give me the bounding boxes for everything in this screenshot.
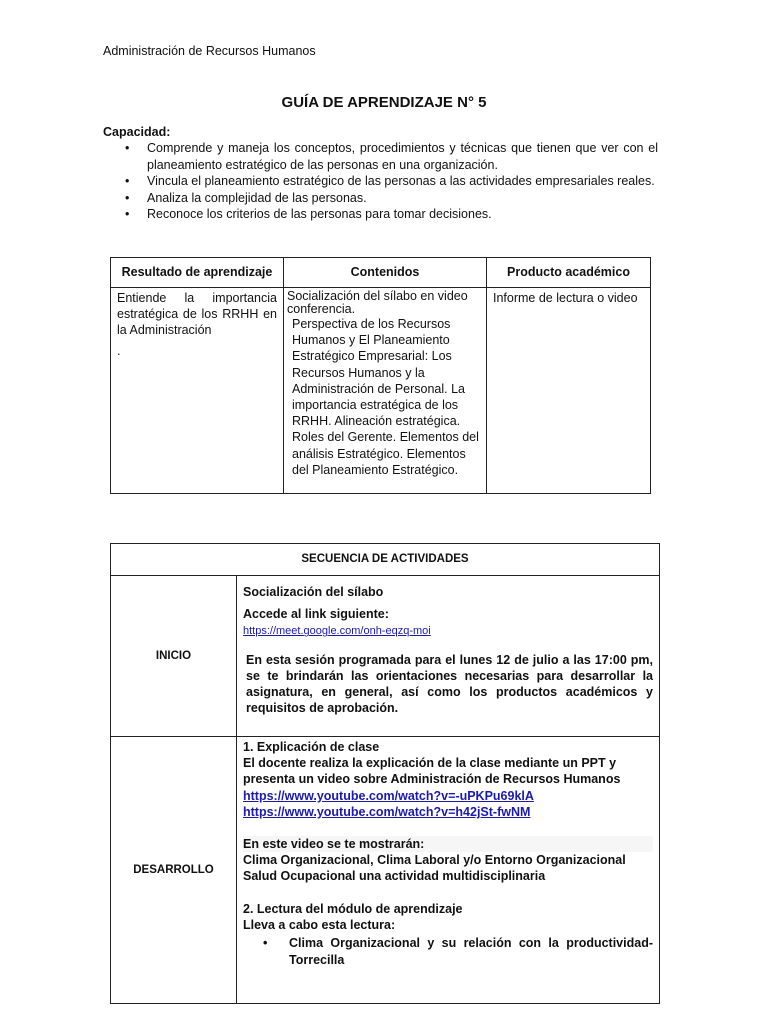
table-header: Producto académico: [487, 258, 651, 288]
producto-cell: Informe de lectura o video: [487, 288, 651, 494]
table-header: SECUENCIA DE ACTIVIDADES: [111, 544, 660, 576]
table-header: Resultado de aprendizaje: [111, 258, 284, 288]
page-title: GUÍA DE APRENDIZAJE N° 5: [281, 94, 487, 111]
inicio-title: Socialización del sílabo: [243, 585, 384, 599]
resultado-dot: .: [117, 343, 121, 358]
section-2-title: 2. Lectura del módulo de aprendizaje: [243, 901, 463, 916]
learning-table: [110, 257, 651, 494]
inicio-cell: [237, 576, 660, 737]
video-item: Salud Ocupacional una actividad multidisciplinaria: [243, 869, 546, 884]
inicio-text: En esta sesión programada para el lunes 12 de julio a las 17:00 pm, se te brindarán las orientaciones necesarias para desarrollar la asignatura, en general, así como los productos académicos y requisitos de aprobación.: [246, 652, 653, 716]
video-label: En este video se te mostrarán:: [243, 836, 653, 852]
contenidos-cell: [284, 288, 487, 494]
video-item: Clima Organizacional, Clima Laboral y/o Entorno Organizacional: [243, 853, 626, 868]
desarrollo-label: DESARROLLO: [111, 737, 237, 1004]
list-item: • Analiza la complejidad de las personas.: [125, 190, 658, 207]
section-1-text: El docente realiza la explicación de la clase mediante un PPT y presenta un video sobre Administración de Recursos Humanos: [243, 756, 621, 787]
capacidad-label: Capacidad:: [103, 125, 171, 139]
youtube-link-2[interactable]: https://www.youtube.com/watch?v=h42jSt-fwNM: [243, 804, 531, 819]
desarrollo-cell: [237, 737, 660, 1004]
activities-table: [110, 543, 660, 1004]
table-header: Contenidos: [284, 258, 487, 288]
meet-link[interactable]: https://meet.google.com/onh-eqzq-moi: [243, 625, 431, 638]
resultado-text: Entiende la importancia estratégica de los RRHH en la Administración: [117, 291, 277, 338]
inicio-label: INICIO: [111, 576, 237, 737]
list-item: • Vincula el planeamiento estratégico de las personas a las actividades empresariales reales.: [125, 173, 658, 190]
reading-item: • Clima Organizacional y su relación con la productividad-Torrecilla: [263, 935, 653, 968]
capacidad-list: [125, 140, 658, 223]
youtube-link-1[interactable]: https://www.youtube.com/watch?v=-uPKPu69klA: [243, 788, 534, 803]
contenidos-text-1: Socialización del sílabo en video conferencia.: [287, 289, 468, 316]
section-1-title: 1. Explicación de clase: [243, 740, 380, 754]
document-header: Administración de Recursos Humanos: [103, 44, 316, 58]
inicio-link-label: Accede al link siguiente:: [243, 607, 389, 622]
list-item: • Reconoce los criterios de las personas para tomar decisiones.: [125, 206, 658, 223]
resultado-cell: [111, 288, 284, 494]
section-2-text: Lleva a cabo esta lectura:: [243, 917, 396, 932]
list-item: • Comprende y maneja los conceptos, procedimientos y técnicas que tienen que ver con el planeamiento estratégico de las personas en una organización.: [125, 140, 658, 173]
contenidos-text-2: Perspectiva de los Recursos Humanos y El Planeamiento Estratégico Empresarial: Los Recursos Humanos y la Administración de Personal. La importancia estratégica de los RRHH. Alineación estratégica. Roles del Gerente. Elementos del análisis Estratégico. Elementos del Planeamiento Estratégico.: [292, 317, 479, 477]
